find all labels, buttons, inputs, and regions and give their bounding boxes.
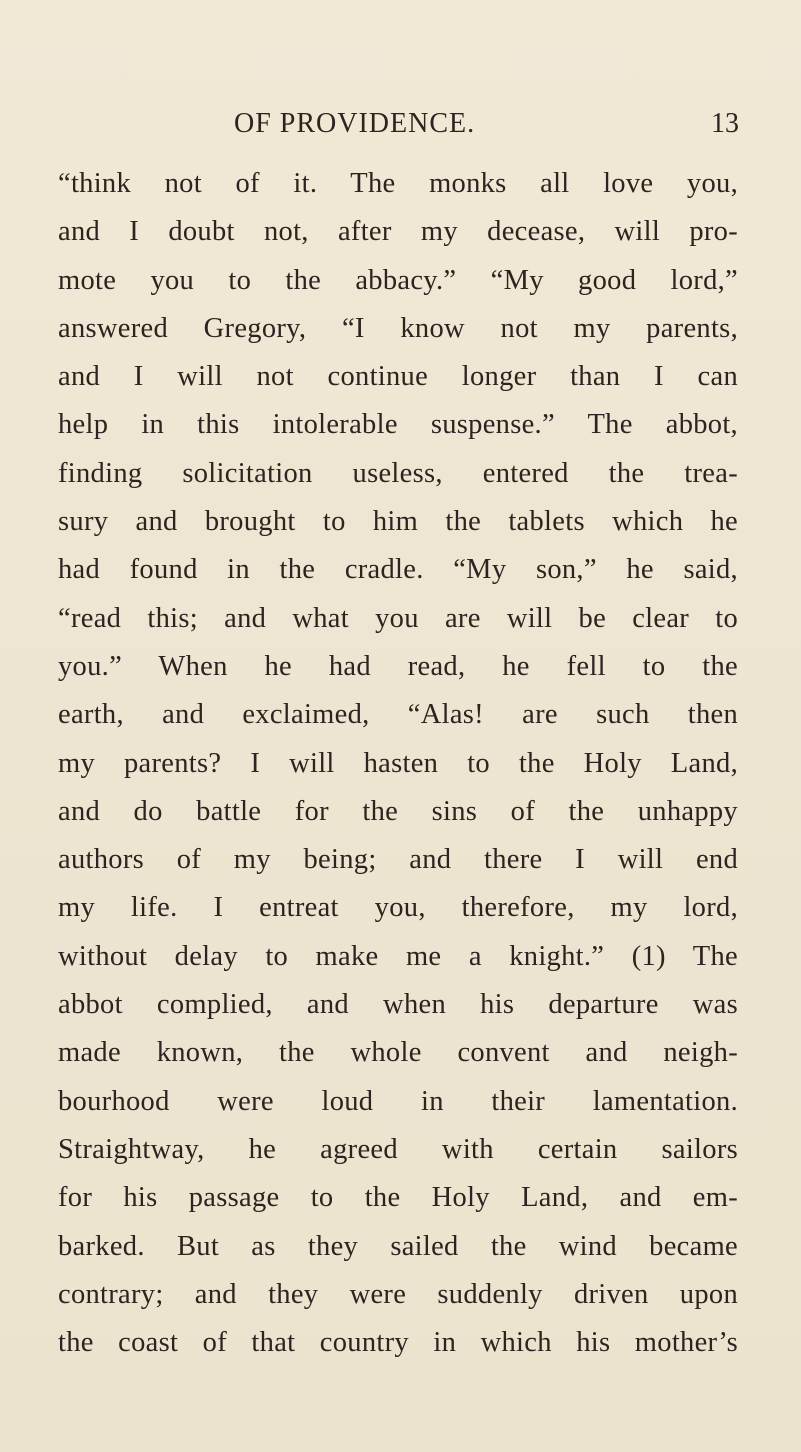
body-text <box>58 160 738 1367</box>
text-line: authors of my being; and there I will end <box>58 844 738 876</box>
text-line: for his passage to the Holy Land, and em- <box>58 1182 738 1214</box>
text-line: help in this intolerable suspense.” The abbot, <box>58 409 738 441</box>
text-line: my life. I entreat you, therefore, my lord, <box>58 892 738 924</box>
running-head <box>0 108 801 148</box>
text-line: answered Gregory, “I know not my parents, <box>58 312 738 344</box>
text-line: contrary; and they were suddenly driven upon <box>58 1278 738 1310</box>
text-line: you.” When he had read, he fell to the <box>58 650 738 682</box>
text-line: had found in the cradle. “My son,” he said, <box>58 554 738 586</box>
text-line: “read this; and what you are will be clear to <box>58 602 738 634</box>
text-line: abbot complied, and when his departure was <box>58 989 738 1021</box>
text-line: and I will not continue longer than I can <box>58 361 738 393</box>
text-line: “think not of it. The monks all love you, <box>58 168 738 199</box>
text-line: my parents? I will hasten to the Holy Land, <box>58 747 738 779</box>
text-line: finding solicitation useless, entered the trea- <box>58 457 738 489</box>
page-number: 13 <box>711 108 739 139</box>
text-line: and I doubt not, after my decease, will pro- <box>58 216 738 248</box>
text-line: and do battle for the sins of the unhappy <box>58 795 738 827</box>
text-line: Straightway, he agreed with certain sailors <box>58 1133 738 1165</box>
text-line: mote you to the abbacy.” “My good lord,” <box>58 264 738 296</box>
text-line: without delay to make me a knight.” (1) The <box>58 940 738 972</box>
text-line: sury and brought to him the tablets which he <box>58 506 738 538</box>
text-line: earth, and exclaimed, “Alas! are such then <box>58 699 738 731</box>
text-line: made known, the whole convent and neigh- <box>58 1037 738 1069</box>
text-line: barked. But as they sailed the wind became <box>58 1230 738 1262</box>
text-line: bourhood were loud in their lamentation. <box>58 1085 738 1117</box>
running-title: OF PROVIDENCE. <box>234 108 476 139</box>
text-line: the coast of that country in which his mother’s <box>58 1327 738 1359</box>
